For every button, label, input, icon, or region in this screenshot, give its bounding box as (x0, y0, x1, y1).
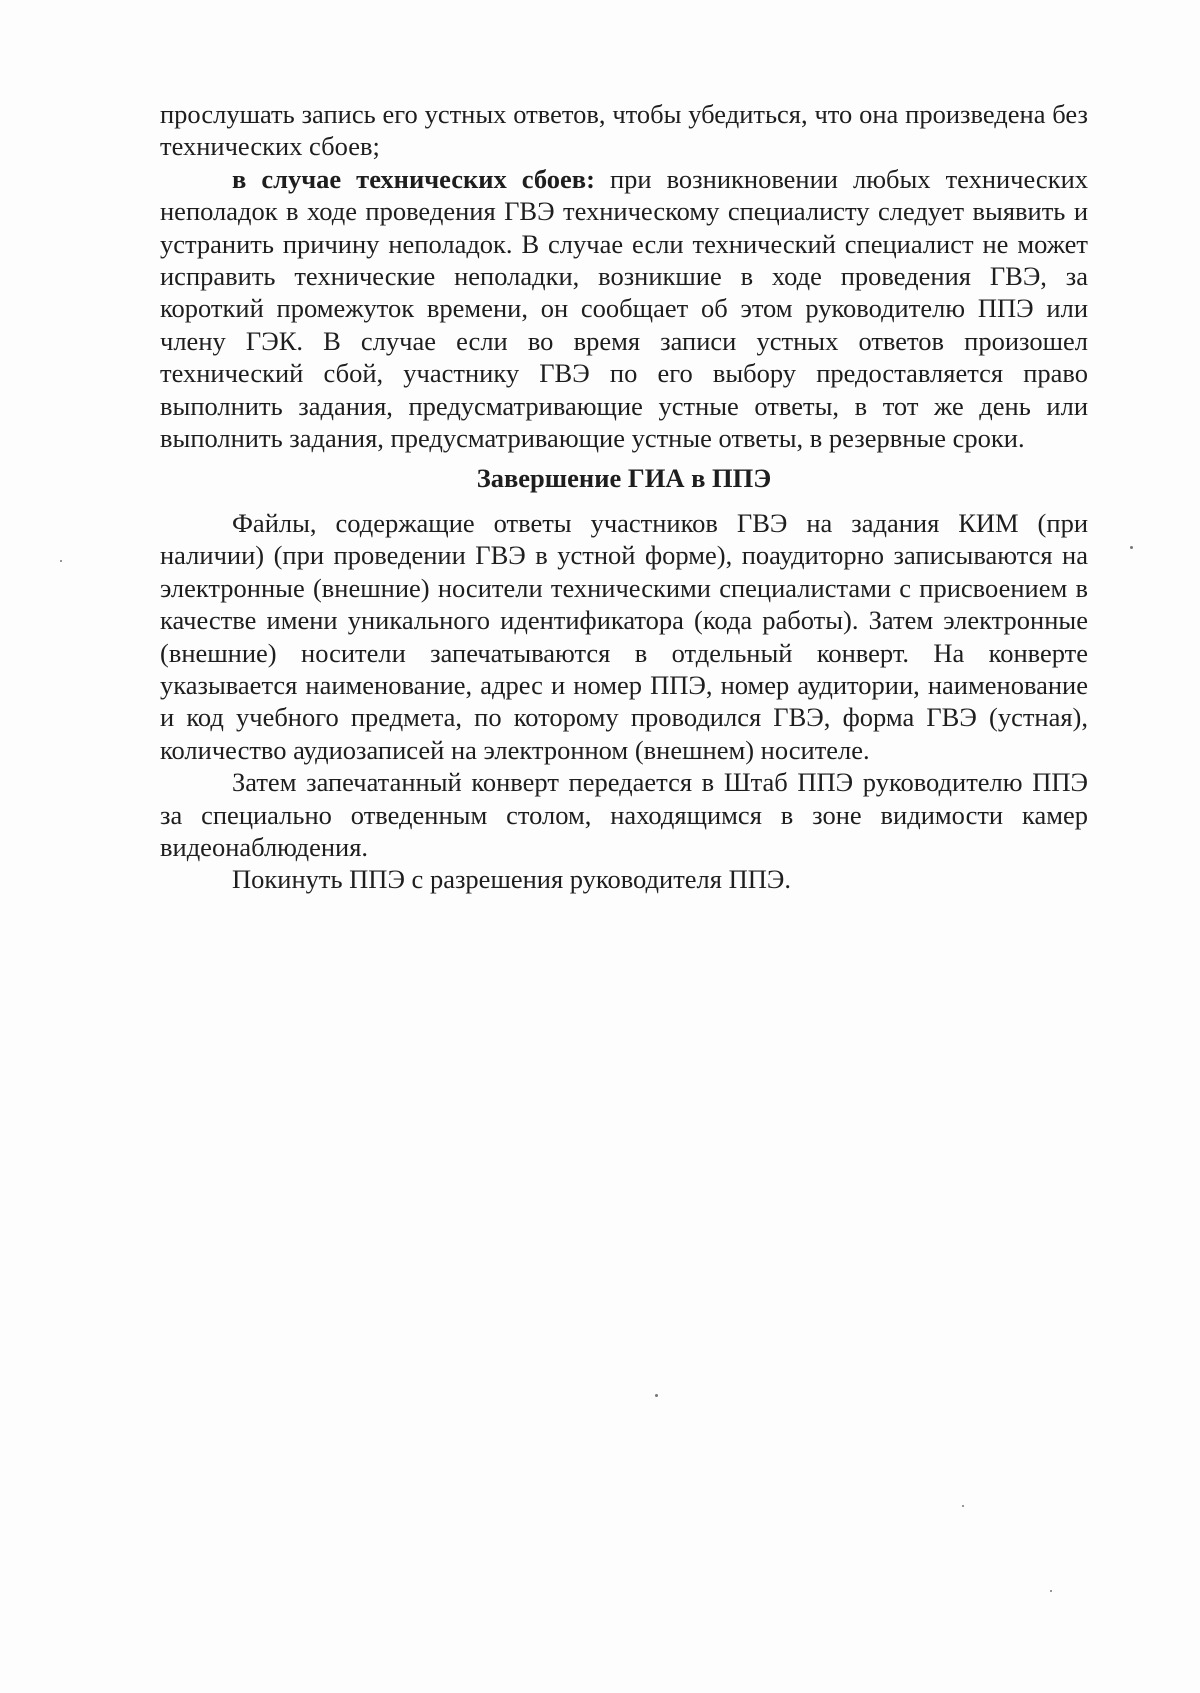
paragraph-answer-files: Файлы, содержащие ответы участников ГВЭ на задания КИМ (при наличии) (при проведении ГВЭ в устной форме), поаудиторно записываются на электронные (внешние) носители техническими специалистами с присвоением в качестве имени уникального идентификатора (кода работы). Затем электронные (внешние) носители запечатываются в отдельный конверт. На конверте указывается наименование, адрес и номер ППЭ, номер аудитории, наименование и код учебного предмета, по которому проводился ГВЭ, форма ГВЭ (устная), количество аудиозаписей на электронном (внешнем) носителе. (160, 507, 1088, 765)
scan-speck (962, 1505, 964, 1507)
scan-speck (1050, 1590, 1052, 1592)
paragraph-sealed-envelope: Затем запечатанный конверт передается в Штаб ППЭ руководителю ППЭ за специально отведенным столом, находящимся в зоне видимости камер видеонаблюдения. (160, 767, 1088, 862)
technical-failures-label: в случае технических сбоев: (232, 163, 595, 194)
document-body (160, 98, 1088, 896)
scan-speck (1130, 546, 1133, 549)
scan-speck (60, 560, 62, 562)
paragraph-leave-ppe: Покинуть ППЭ с разрешения руководителя ППЭ. (232, 864, 791, 895)
paragraph-technical-failures (160, 163, 1088, 455)
technical-failures-text: при возникновении любых технических неполадок в ходе проведения ГВЭ техническому специалисту следует выявить и устранить причину неполадок. В случае если технический специалист не может исправить технические неполадки, возникшие в ходе проведения ГВЭ, за короткий промежуток времени, он сообщает об этом руководителю ППЭ или члену ГЭК. В случае если во время записи устных ответов произошел технический сбой, участнику ГВЭ по его выбору предоставляется право выполнить задания, предусматривающие устные ответы, в тот же день или выполнить задания, предусматривающие устные ответы, в резервные сроки. (160, 163, 1088, 454)
paragraph-listen-recording: прослушать запись его устных ответов, чтобы убедиться, что она произведена без технических сбоев; (160, 99, 1088, 162)
scan-speck (655, 1394, 658, 1397)
section-heading: Завершение ГИА в ППЭ (476, 463, 772, 494)
